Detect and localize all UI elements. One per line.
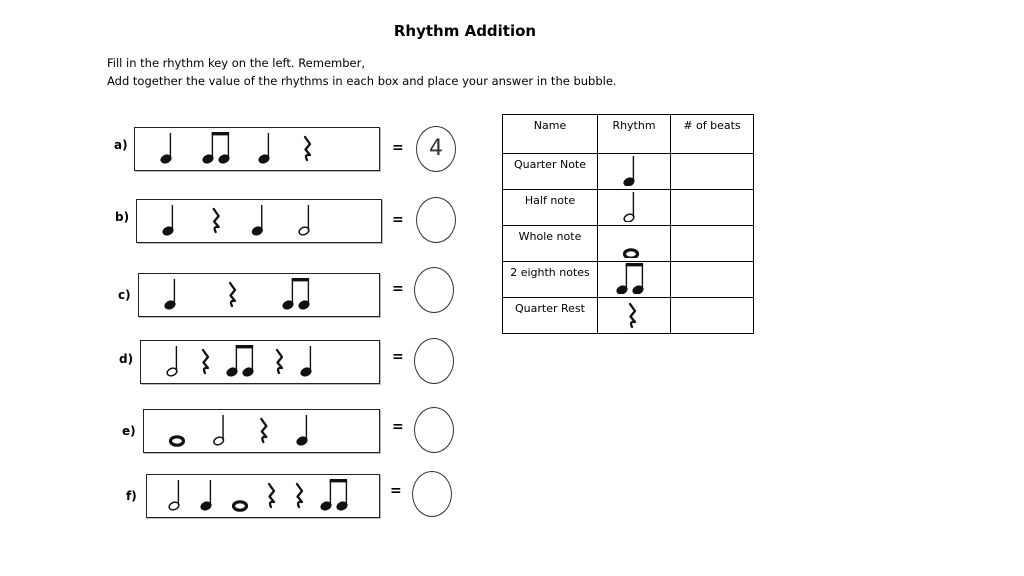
eighth-notes-icon [598,262,670,294]
key-row [503,154,754,190]
quarter-icon [251,205,263,236]
problem-e-equals: = [392,419,404,435]
problem-d-equals: = [392,349,404,365]
whole-note-icon [598,226,670,258]
instructions [107,54,617,90]
eighth-pair-glyph [616,263,644,294]
quarter-rest-icon [305,137,310,160]
problem-a-answer-bubble[interactable]: 4 [416,126,456,172]
quarter-rest-icon [214,209,219,232]
instruction-line-2: Add together the value of the rhythms in each box and place your answer in the bubble. [107,74,617,88]
quarter-note-icon [598,154,670,186]
key-name: Whole note [518,230,582,243]
quarter-icon [164,279,176,310]
problem-b-label: b) [115,210,130,224]
instruction-line-1: Fill in the rhythm key on the left. Remember, [107,56,365,70]
eighth-pair-icon [320,479,348,511]
problem-c-equals: = [392,281,404,297]
half-glyph [623,192,635,222]
key-name: Half note [524,194,576,207]
problem-b-answer-bubble[interactable] [416,197,456,243]
quarter-rest-icon [230,283,235,306]
quarter-rest-glyph [630,304,635,327]
key-beats-input[interactable] [671,262,754,298]
key-header-row [503,115,754,154]
problem-d-rhythm [140,340,378,382]
problem-a-equals: = [392,140,404,156]
key-beats-input[interactable] [671,298,754,334]
quarter-icon [296,415,308,446]
key-name: Quarter Rest [515,302,585,315]
problem-f-equals: = [390,483,402,499]
problem-d-answer-bubble[interactable] [414,338,454,384]
problem-f-rhythm [146,474,378,516]
key-name: 2 eighth notes [510,266,590,279]
problem-c-answer-bubble[interactable] [414,267,454,313]
problem-e-rhythm [143,409,378,451]
problem-b-equals: = [392,212,404,228]
problem-a-rhythm [134,127,378,169]
key-beats-input[interactable] [671,154,754,190]
problem-f-label: f) [126,489,137,503]
whole-icon [234,502,247,510]
quarter-icon [258,133,270,164]
key-name: Quarter Note [513,158,587,171]
key-header-beats: # of beats [671,115,754,154]
problem-e-answer-bubble[interactable] [414,407,454,453]
quarter-glyph [623,156,635,186]
problem-c-label: c) [118,288,131,302]
half-icon [213,415,225,446]
quarter-rest-icon [277,350,282,373]
problem-c-rhythm [138,273,378,315]
quarter-icon [300,346,312,377]
quarter-rest-icon [203,350,208,373]
half-note-icon [598,190,670,222]
key-header-name: Name [503,115,598,154]
problem-f-answer-bubble[interactable] [412,471,452,517]
page-title: Rhythm Addition [393,22,537,40]
rhythm-key-table [502,114,754,334]
quarter-icon [160,133,172,164]
quarter-rest-icon [598,298,670,330]
key-header-rhythm: Rhythm [598,115,671,154]
whole-glyph [625,250,638,258]
half-icon [168,480,180,511]
problem-d-label: d) [119,352,134,366]
key-row [503,190,754,226]
key-beats-input[interactable] [671,226,754,262]
quarter-rest-icon [269,484,274,507]
key-row [503,298,754,334]
key-row [503,226,754,262]
half-icon [298,205,310,236]
eighth-pair-icon [202,132,230,164]
eighth-pair-icon [282,278,310,310]
key-beats-input[interactable] [671,190,754,226]
whole-icon [171,437,184,445]
problem-b-rhythm [136,199,380,241]
key-row [503,262,754,298]
quarter-icon [162,205,174,236]
quarter-icon [200,480,212,511]
problem-a-label: a) [114,138,128,152]
quarter-rest-icon [297,484,302,507]
quarter-rest-icon [261,419,266,442]
half-icon [166,346,178,377]
eighth-pair-icon [226,345,254,377]
problem-e-label: e) [122,424,136,438]
